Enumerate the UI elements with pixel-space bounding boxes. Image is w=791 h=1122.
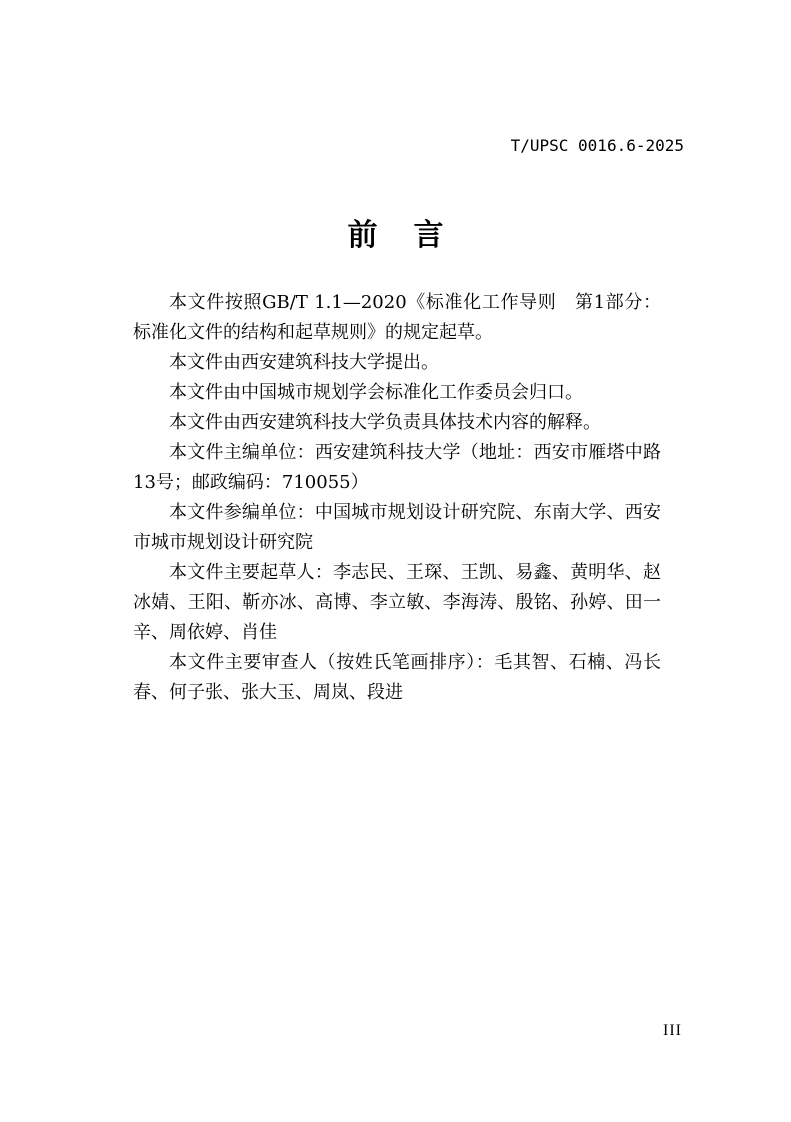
page-title (0, 210, 791, 254)
paragraph-chief-editor: 本文件主编单位：西安建筑科技大学（地址：西安市雁塔中路13号；邮政编码：710055） (133, 442, 661, 493)
paragraph-interpretation: 本文件由西安建筑科技大学负责具体技术内容的解释。 (169, 412, 601, 433)
paragraph-drafting-rules: 本文件按照GB/T 1.1—2020《标准化工作导则 第1部分：标准化文件的结构和起草规则》的规定起草。 (133, 292, 661, 343)
standard-code: T/UPSC 0016.6-2025 (510, 136, 684, 155)
paragraph-participants: 本文件参编单位：中国城市规划设计研究院、东南大学、西安市城市规划设计研究院 (133, 502, 661, 553)
title-char-1: 前 (347, 218, 378, 253)
title-char-2: 言 (413, 218, 444, 253)
paragraph-administrator: 本文件由中国城市规划学会标准化工作委员会归口。 (169, 382, 583, 403)
page-number: III (663, 1022, 682, 1039)
paragraph-drafters: 本文件主要起草人：李志民、王琛、王凯、易鑫、黄明华、赵冰婧、王阳、靳亦冰、高博、李立敏、李海涛、殷铭、孙婷、田一辛、周依婷、肖佳 (133, 562, 661, 643)
foreword-body (133, 288, 661, 708)
paragraph-reviewers: 本文件主要审查人（按姓氏笔画排序）：毛其智、石楠、冯长春、何子张、张大玉、周岚、段进 (133, 652, 661, 703)
paragraph-proposer: 本文件由西安建筑科技大学提出。 (169, 352, 439, 373)
